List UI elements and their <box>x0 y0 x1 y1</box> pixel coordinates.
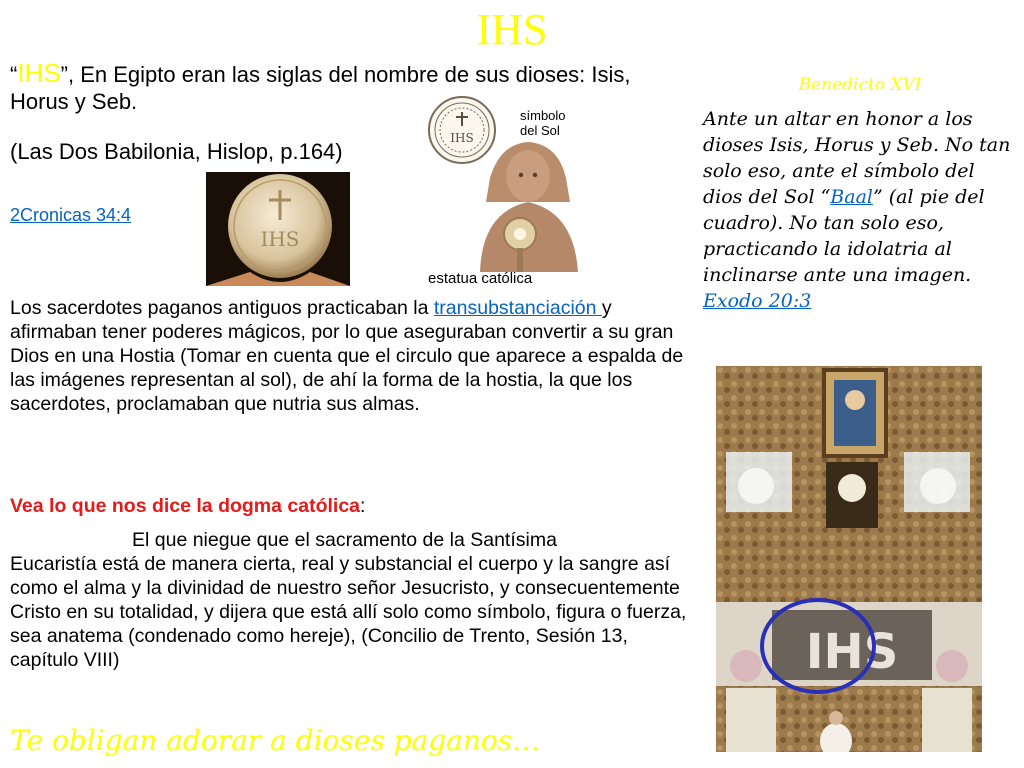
side-text-middle: ” (al pie del cuadro). No tan solo eso, practicando la idolatria al inclinarse ante una imagen. <box>703 186 985 286</box>
open-quote: “ <box>10 62 18 87</box>
sun-symbol-label: símbolo del Sol <box>520 108 566 138</box>
dogma-heading <box>10 494 690 518</box>
host-illustration <box>206 172 350 286</box>
exodo-link[interactable]: Exodo 20:3 <box>703 290 812 312</box>
dogma-colon: : <box>360 495 366 517</box>
altar-monogram: IHS <box>805 624 899 680</box>
slide-title: IHS <box>476 5 548 54</box>
intro-text: ”, En Egipto eran las siglas del nombre de sus dioses: Isis, Horus y Seb. <box>10 62 631 114</box>
cronicas-link[interactable]: 2Cronicas 34:4 <box>10 205 132 225</box>
ihs-term: IHS <box>17 58 61 88</box>
sun-monogram: IHS <box>450 131 474 145</box>
bottom-tagline: Te obligan adorar a dioses paganos… <box>10 724 541 757</box>
host-monogram: IHS <box>260 227 300 251</box>
source-citation: (Las Dos Babilonia, Hislop, p.164) <box>10 139 343 164</box>
dogma-heading-text: Vea lo que nos dice la dogma católica <box>10 495 361 517</box>
priests-text-end: y afirmaban tener poderes mágicos, por lo que aseguraban convertir a su gran Dios en una Hostia (Tomar en cuenta que el circulo que aparece a espalda de las imágenes representan al sol), de ahí la forma de la hostia, la que los sacerdotes, proclamaban que nutria sus almas. <box>10 297 684 415</box>
host-photo <box>206 172 350 286</box>
sun-symbol <box>429 97 495 163</box>
pope-name: Benedicto XVI <box>798 75 922 95</box>
dogma-first-line: El que niegue que el sacramento de la Santísima <box>132 529 557 551</box>
statue-illustration <box>420 92 590 288</box>
side-text-start: Ante un altar en honor a los dioses Isis, Horus y Seb. No tan solo eso, ante el símbolo del dios del Sol “ <box>703 108 1011 208</box>
statue-caption: estatua católica <box>428 270 533 287</box>
priests-paragraph <box>10 296 690 416</box>
transubstanciacion-link[interactable]: transubstanciación <box>433 297 602 319</box>
side-paragraph <box>703 106 1015 314</box>
dogma-paragraph <box>10 528 700 672</box>
priests-text-start: Los sacerdotes paganos antiguos practicaban la <box>10 297 434 319</box>
baal-link[interactable]: Baal <box>830 186 873 208</box>
dogma-rest: Eucaristía está de manera cierta, real y substancial el cuerpo y la sangre así como el alma y la divinidad de nuestro señor Jesucristo, y consecuentemente Cristo en su totalidad, y dijera que está allí solo como símbolo, figura o fuerza, sea anatema (condenado como hereje), (Concilio de Trento, Sesión 13, capítulo VIII) <box>10 553 687 671</box>
altar-photo <box>716 366 982 752</box>
